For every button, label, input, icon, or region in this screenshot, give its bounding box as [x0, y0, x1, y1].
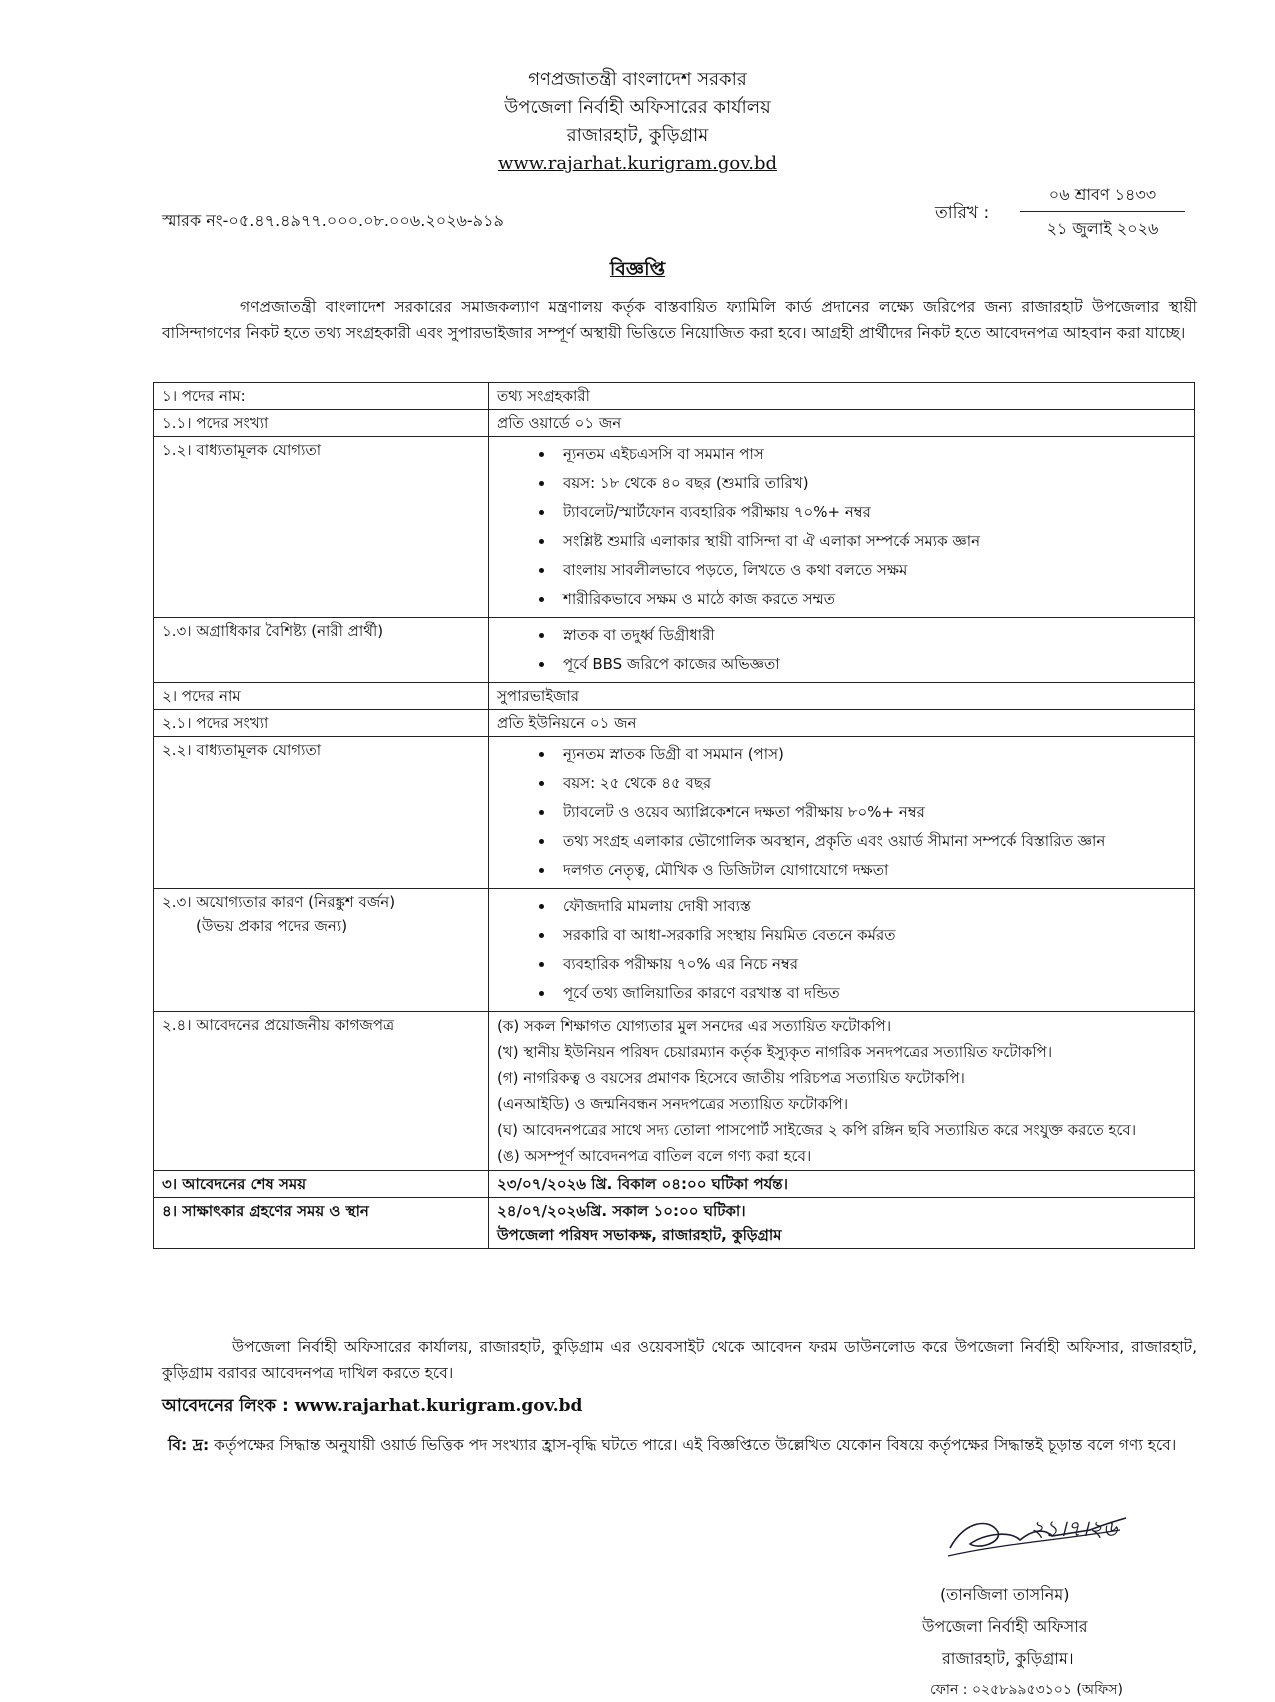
table-row	[154, 1012, 1195, 1171]
row-label: ২.১। পদের সংখ্যা	[154, 710, 489, 737]
row-value	[489, 889, 1195, 1012]
row-value	[489, 1198, 1195, 1249]
application-link-label: আবেদনের লিংক :	[162, 1396, 289, 1416]
qualification-list	[535, 740, 1186, 885]
list-item: • ব্যবহারিক পরীক্ষায় ৭০% এর নিচে নম্বর	[555, 950, 1186, 979]
letterhead	[0, 66, 1275, 178]
document-item: (ঘ) আবেদনপত্রের সাথে সদ্য তোলা পাসপোর্ট সাইজের ২ কপি রঙ্গিন ছবি সত্যায়িত করে সংযুক্ত করতে হবে।	[497, 1121, 1137, 1139]
intro-paragraph: গণপ্রজাতন্ত্রী বাংলাদেশ সরকারের সমাজকল্যাণ মন্ত্রণালয় কর্তৃক বাস্তবায়িত ফ্যামিলি কার্ড প্রদানের লক্ষ্যে জরিপের জন্য রাজারহাট উপজেলার স্থায়ী বাসিন্দাগণের নিকট হতে তথ্য সংগ্রহকারী এবং সুপারভাইজার সম্পূর্ণ অস্থায়ী ভিত্তিতে নিয়োজিত করা হবে। আগ্রহী প্রার্থীদের নিকট হতে আবেদনপত্র আহবান করা যাচ্ছে।	[162, 298, 1197, 342]
document-item: (ঙ) অসম্পূর্ণ আবেদনপত্র বাতিল বলে গণ্য করা হবে।	[497, 1147, 812, 1165]
row-label: ১.২। বাধ্যতামূলক যোগ্যতা	[154, 437, 489, 618]
row-label	[154, 889, 489, 1012]
note-block	[168, 1432, 1198, 1458]
list-item: • পূর্বে BBS জরিপে কাজের অভিজ্ঞতা	[555, 650, 1186, 679]
row-label: ১। পদের নাম:	[154, 383, 489, 410]
application-link-line	[162, 1393, 582, 1421]
note-label: বি: দ্র:	[168, 1436, 210, 1454]
list-item: • তথ্য সংগ্রহ এলাকার ভৌগোলিক অবস্থান, প্রকৃতি এবং ওয়ার্ড সীমানা সম্পর্কে বিস্তারিত জ্ঞান	[555, 827, 1186, 856]
table-row	[154, 710, 1195, 737]
row-label-sub: (উভয় প্রকার পদের জন্য)	[196, 917, 348, 935]
table-row	[154, 1171, 1195, 1198]
requirements-table	[153, 382, 1195, 1249]
list-item: • স্নাতক বা তদুর্ধ্ব ডিগ্রীধারী	[555, 621, 1186, 650]
row-value: প্রতি ওয়ার্ডে ০১ জন	[489, 410, 1195, 437]
row-label: ২.২। বাধ্যতামূলক যোগ্যতা	[154, 737, 489, 889]
list-item: • দলগত নেতৃত্ব, মৌখিক ও ডিজিটাল যোগাযোগে দক্ষতা	[555, 856, 1186, 885]
signature-date: ২১।৭।২৬	[1030, 1517, 1118, 1542]
interview-venue: উপজেলা পরিষদ সভাকক্ষ, রাজারহাট, কুড়িগ্রাম	[497, 1226, 782, 1244]
notice-title: বিজ্ঞপ্তি	[609, 258, 666, 280]
row-value: তথ্য সংগ্রহকারী	[489, 383, 1195, 410]
qualification-list	[535, 440, 1186, 614]
list-item: • পূর্বে তথ্য জালিয়াতির কারণে বরখাস্ত বা দন্ডিত	[555, 979, 1186, 1008]
office-location: রাজারহাট, কুড়িগ্রাম	[566, 125, 709, 146]
table-row	[154, 683, 1195, 710]
table-row	[154, 737, 1195, 889]
application-instruction: উপজেলা নির্বাহী অফিসারের কার্যালয়, রাজারহাট, কুড়িগ্রাম এর ওয়েবসাইট থেকে আবেদন ফরম ডাউনলোড করে উপজেলা নির্বাহী অফিসার, রাজারহাট, কুড়িগ্রাম বরাবর আবেদনপত্র দাখিল করতে হবে।	[162, 1338, 1197, 1382]
list-item: • ট্যাবলেট ও ওয়েব অ্যাপ্লিকেশনে দক্ষতা পরীক্ষায় ৮০%+ নম্বর	[555, 798, 1186, 827]
row-label: ২। পদের নাম	[154, 683, 489, 710]
row-label: ২.৪। আবেদনের প্রয়োজনীয় কাগজপত্র	[154, 1012, 489, 1171]
row-value	[489, 1012, 1195, 1171]
document-item: (খ) স্থানীয় ইউনিয়ন পরিষদ চেয়ারম্যান কর্তৃক ইস্যুকৃত নাগরিক সনদপত্রের সত্যায়িত ফটোকপি।	[497, 1043, 1053, 1061]
row-value	[489, 437, 1195, 618]
interview-time: ২৪/০৭/২০২৬খ্রি. সকাল ১০:০০ ঘটিকা।	[497, 1202, 746, 1220]
signature-mark	[940, 1500, 1140, 1580]
signatory-name: (তানজিলা তাসনিম)	[940, 1585, 1070, 1604]
table-row	[154, 1198, 1195, 1249]
list-item: • ন্যূনতম স্নাতক ডিগ্রী বা সমমান (পাস)	[555, 740, 1186, 769]
row-value: সুপারভাইজার	[489, 683, 1195, 710]
document-item: (গ) নাগরিকত্ব ও বয়সের প্রমাণক হিসেবে জাতীয় পরিচপত্র সত্যায়িত ফটোকপি।	[497, 1069, 965, 1087]
row-value: প্রতি ইউনিয়নে ০১ জন	[489, 710, 1195, 737]
table-row	[154, 618, 1195, 683]
row-value: ২৩/০৭/২০২৬ খ্রি. বিকাল ০৪:০০ ঘটিকা পর্যন্ত।	[489, 1171, 1195, 1198]
signatory-title: উপজেলা নির্বাহী অফিসার	[922, 1617, 1088, 1636]
memo-number: স্মারক নং-০৫.৪৭.৪৯৭৭.০০০.০৮.০০৬.২০২৬-৯১৯	[162, 211, 504, 230]
row-value	[489, 737, 1195, 889]
row-label: ৪। সাক্ষাৎকার গ্রহণের সময় ও স্থান	[154, 1198, 489, 1249]
list-item: • ফৌজদারি মামলায় দোষী সাব্যস্ত	[555, 892, 1186, 921]
government-name: গণপ্রজাতন্ত্রী বাংলাদেশ সরকার	[528, 69, 747, 90]
list-item: • বাংলায় সাবলীলভাবে পড়তে, লিখতে ও কথা বলতে সক্ষম	[555, 556, 1186, 585]
note-text: কর্তৃপক্ষের সিদ্ধান্ত অনুযায়ী ওয়ার্ড ভিত্তিক পদ সংখ্যার হ্রাস-বৃদ্ধি ঘটতে পারে। এই বিজ্ঞপ্তিতে উল্লেখিত যেকোন বিষয়ে কর্তৃপক্ষের সিদ্ধান্তই চূড়ান্ত বলে গণ্য হবে।	[214, 1436, 1177, 1454]
signatory-location: রাজারহাট, কুড়িগ্রাম।	[942, 1649, 1074, 1668]
row-label: ১.৩। অগ্রাধিকার বৈশিষ্ট্য (নারী প্রার্থী)	[154, 618, 489, 683]
row-value	[489, 618, 1195, 683]
list-item: • সরকারি বা আধা-সরকারি সংস্থায় নিয়মিত বেতনে কর্মরত	[555, 921, 1186, 950]
application-link[interactable]: www.rajarhat.kurigram.gov.bd	[294, 1396, 583, 1416]
table-row	[154, 410, 1195, 437]
priority-list	[535, 621, 1186, 679]
list-item: • বয়স: ২৫ থেকে ৪৫ বছর	[555, 769, 1186, 798]
table-row	[154, 889, 1195, 1012]
date-english: ২১ জুলাই ২০২৬	[1046, 219, 1159, 238]
date-bangla: ০৬ শ্রাবণ ১৪৩৩	[1020, 182, 1185, 212]
disqualification-list	[535, 892, 1186, 1008]
date-block	[935, 182, 1185, 240]
row-label: ১.১। পদের সংখ্যা	[154, 410, 489, 437]
office-name: উপজেলা নির্বাহী অফিসারের কার্যালয়	[504, 97, 771, 118]
row-label: ৩। আবেদনের শেষ সময়	[154, 1171, 489, 1198]
signatory-phone: ফোন : ০২৫৮৯৯৫৩১০১ (অফিস)	[930, 1682, 1123, 1698]
table-row	[154, 383, 1195, 410]
date-label: তারিখ :	[935, 203, 990, 223]
list-item: • সংশ্লিষ্ট শুমারি এলাকার স্থায়ী বাসিন্দা বা ঐ এলাকা সম্পর্কে সম্যক জ্ঞান	[555, 527, 1186, 556]
list-item: • শারীরিকভাবে সক্ষম ও মাঠে কাজ করতে সম্মত	[555, 585, 1186, 614]
list-item: • ট্যাবলেট/স্মার্টফোন ব্যবহারিক পরীক্ষায় ৭০%+ নম্বর	[555, 498, 1186, 527]
list-item: • বয়স: ১৮ থেকে ৪০ বছর (শুমারি তারিখ)	[555, 469, 1186, 498]
list-item: • ন্যূনতম এইচএসসি বা সমমান পাস	[555, 440, 1186, 469]
document-item: (ক) সকল শিক্ষাগত যোগ্যতার মুল সনদের এর সত্যায়িত ফটোকপি।	[497, 1017, 892, 1035]
office-website: www.rajarhat.kurigram.gov.bd	[497, 153, 777, 174]
table-row	[154, 437, 1195, 618]
row-label-main: ২.৩। অযোগ্যতার কারণ (নিরঙ্কুশ বর্জন)	[162, 893, 396, 911]
document-item: (এনআইডি) ও জন্মনিবন্ধন সনদপত্রের সত্যায়িত ফটোকপি।	[497, 1095, 849, 1113]
